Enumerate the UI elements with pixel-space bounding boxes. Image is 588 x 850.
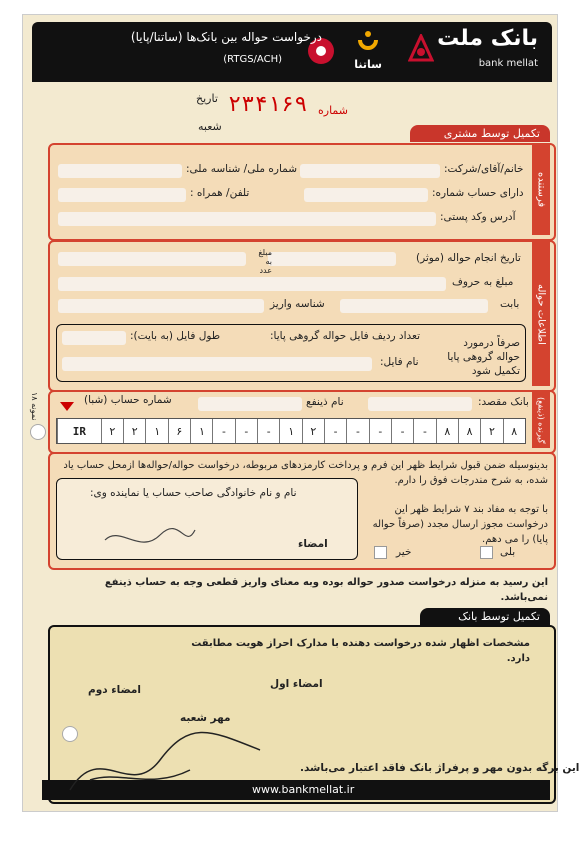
group-note: صرفاً درمورد حواله گروهی پایا تکمیل شود	[447, 337, 520, 377]
footer-url[interactable]: www.bankmellat.ir	[252, 783, 355, 796]
beneficiary-side-label: گیرنده (ذینفع)	[532, 392, 550, 448]
file-name-label: نام فایل:	[380, 356, 419, 368]
iban-digit: ۲	[101, 419, 123, 443]
name-field[interactable]	[300, 164, 440, 178]
form-code: (RTGS/ACH)	[223, 54, 282, 65]
bank-name: بانک ملت	[437, 26, 538, 51]
name-label: خانم/آقای/شرکت:	[444, 163, 524, 175]
yes-checkbox[interactable]	[480, 546, 493, 559]
form-sample-code: نمونه ۱۸	[30, 392, 39, 421]
second-signature-label: امضاء دوم	[88, 684, 142, 696]
iban-digit: -	[324, 419, 346, 443]
iban-digit: ۶	[168, 419, 190, 443]
national-id-label: شماره ملی/ شناسه ملی:	[186, 163, 298, 175]
no-label: خیر	[396, 546, 412, 558]
dest-bank-label: بانک مقصد:	[478, 396, 529, 408]
file-length-field[interactable]	[62, 331, 126, 345]
iban-digit: ۸	[458, 419, 480, 443]
date-label: تاریخ	[196, 92, 218, 105]
deposit-id-label: شناسه واریز	[270, 298, 325, 310]
yes-label: بلی	[500, 546, 516, 558]
iban-digit: -	[212, 419, 234, 443]
amount-digits-label: مبلغ به عدد	[258, 248, 272, 275]
mellat-logo-icon	[408, 34, 434, 64]
iban-digit: ۸	[503, 419, 525, 443]
national-id-field[interactable]	[58, 164, 182, 178]
reason-label: بابت	[500, 298, 520, 310]
remittance-side-label: اطلاعات حواله	[532, 242, 550, 386]
serial-number: ۲۳۴۱۶۹	[228, 92, 308, 117]
iban-digit: -	[346, 419, 368, 443]
customer-section-title: تکمیل توسط مشتری	[410, 125, 550, 142]
sheba-arrow-icon	[60, 402, 74, 412]
iban-prefix: IR	[57, 419, 101, 443]
sender-side-label: فرستنده	[532, 145, 550, 235]
bank-name-en: bank mellat	[478, 58, 538, 69]
beneficiary-name-field[interactable]	[198, 397, 302, 411]
first-signature-label: امضاء اول	[270, 678, 323, 690]
account-field[interactable]	[304, 188, 428, 202]
terms-paragraph-1: بدینوسیله ضمن قبول شرایط ظهر این فرم و پرداخت کارمزدهای مربوطه، درخواست حواله/حواله‌ها ازمحل حساب یاد شده، به شرح مندرجات فوق را دارم.	[63, 460, 548, 486]
amount-words-label: مبلغ به حروف	[452, 276, 514, 288]
iban-digit: ۲	[480, 419, 502, 443]
amount-words-field[interactable]	[58, 277, 446, 291]
account-label: دارای حساب شماره:	[432, 187, 524, 199]
file-name-field[interactable]	[62, 357, 372, 371]
branch-stamp-label: مهر شعبه	[180, 712, 231, 724]
phone-label: تلفن/ همراه :	[190, 187, 250, 199]
punch-hole	[30, 424, 46, 440]
iban-digit: ۱	[190, 419, 212, 443]
verify-note: مشخصات اظهار شده درخواست دهنده با مدارک احراز هویت مطابقت دارد.	[191, 638, 530, 664]
iban-digit: ۸	[436, 419, 458, 443]
remit-date-label: تاریخ انجام حواله (موثر)	[416, 252, 521, 264]
satna-logo-icon	[356, 28, 380, 52]
form-title: درخواست حواله بین بانک‌ها (ساتنا/پایا)	[130, 30, 322, 44]
sheba-field[interactable]	[56, 418, 526, 444]
reason-field[interactable]	[340, 299, 488, 313]
sheba-label: شماره حساب (شبا)	[84, 394, 172, 406]
iban-digit: ۱	[279, 419, 301, 443]
customer-signature-scribble	[100, 520, 200, 560]
amount-digits-field[interactable]	[58, 252, 246, 266]
iban-digit: -	[257, 419, 279, 443]
address-field[interactable]	[58, 212, 436, 226]
terms-paragraph-2: با توجه به مفاد بند ۷ شرایط ظهر این درخواست مجوز ارسال مجدد (صرفاً حواله پایا) را می دهم.	[372, 504, 548, 545]
iban-digit: -	[413, 419, 435, 443]
bank-section-title: تکمیل توسط بانک	[420, 608, 550, 625]
form-header	[32, 22, 552, 82]
iban-digit: -	[369, 419, 391, 443]
invalid-note: این برگه بدون مهر و پرفراژ بانک فاقد اعتبار می‌باشد.	[300, 762, 580, 774]
deposit-id-field[interactable]	[58, 299, 264, 313]
signer-label: نام و نام خانوادگی صاحب حساب یا نماینده وی:	[90, 487, 297, 499]
file-length-label: طول فایل (به بایت):	[130, 330, 221, 342]
signature-scribble	[60, 700, 280, 810]
signature-label: امضاء	[298, 538, 328, 550]
remit-date-field[interactable]	[268, 252, 396, 266]
address-label: آدرس وکد پستی:	[440, 211, 516, 223]
dest-bank-field[interactable]	[368, 397, 472, 411]
receipt-note: این رسید به منزله درخواست صدور حواله بوده وبه معنای واریز قطعی وجه به حساب ذینفع نمی‌باشد.	[104, 577, 548, 603]
group-rows-label: تعداد ردیف فایل حواله گروهی پایا:	[270, 330, 421, 342]
satna-logo-text: ساتنا	[354, 58, 382, 71]
iban-digit: ۲	[123, 419, 145, 443]
phone-field[interactable]	[58, 188, 186, 202]
beneficiary-name-label: نام ذینفع	[306, 396, 344, 408]
no-checkbox[interactable]	[374, 546, 387, 559]
iban-digit: -	[391, 419, 413, 443]
iban-digit: -	[235, 419, 257, 443]
serial-label: شماره	[318, 104, 349, 117]
branch-label: شعبه	[198, 120, 222, 133]
iban-digit: ۱	[145, 419, 167, 443]
iban-digit: ۲	[302, 419, 324, 443]
